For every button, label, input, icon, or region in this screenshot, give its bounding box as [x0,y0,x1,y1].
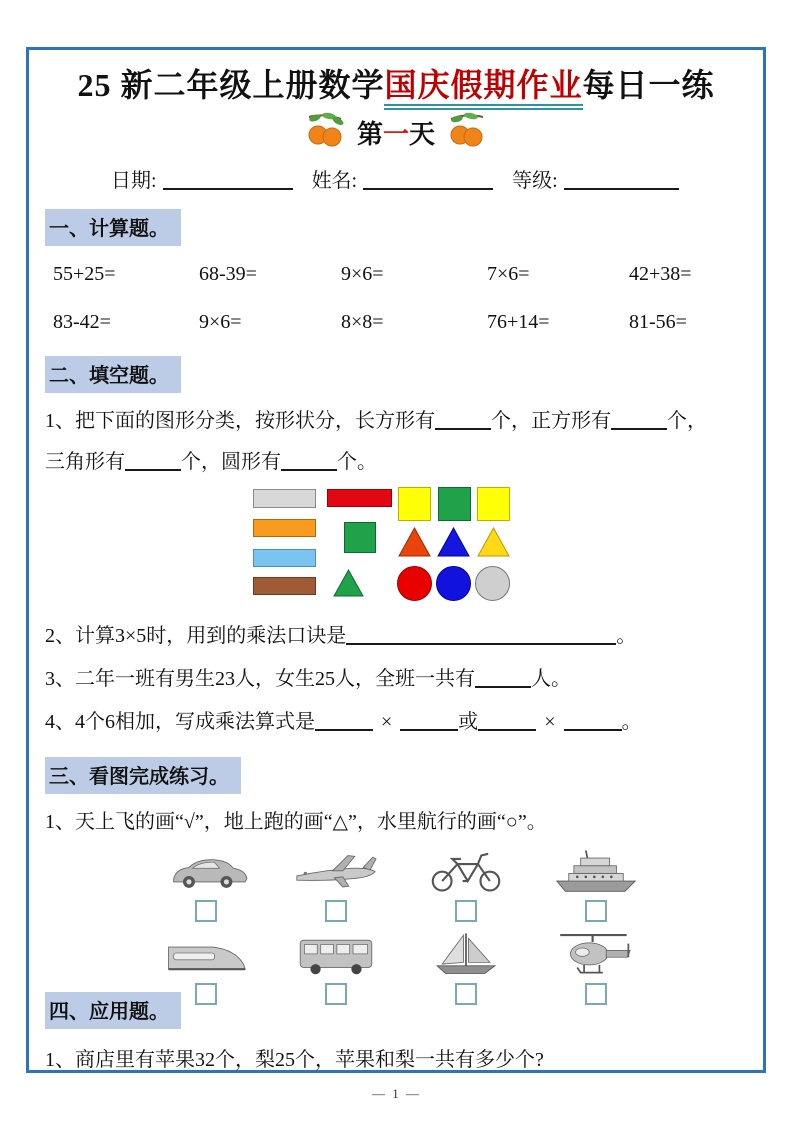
calc-problem: 9×6= [199,311,242,333]
day-pre: 第 [356,120,383,149]
blank-triangles-count[interactable] [125,450,181,471]
q2-4-text: 4、4个6相加，写成乘法算式是 [45,711,315,733]
vehicle-cell-helicopter [531,930,661,1005]
q2-1-text: 1、把下面的图形分类，按形状分，长方形有 [45,410,435,432]
calc-problem: 8×8= [341,311,384,333]
page-number: — 1 — [372,1086,421,1101]
checkbox-cruise-ship[interactable] [585,900,607,922]
vehicle-cell-bicycle [401,847,531,922]
q2-3-text: 3、二年一班有男生23人，女生25人，全班一共有 [45,668,475,690]
shape-rect [438,487,471,521]
q2-1-text: 个， [667,410,707,432]
blank-factor-3[interactable] [478,710,536,731]
section1-heading: 一、计算题。 [45,209,181,246]
shape-circle [475,566,510,601]
shape-circle [397,566,432,601]
checkbox-car[interactable] [195,900,217,922]
blank-multiplication-rhyme[interactable] [346,624,616,645]
worksheet-frame [26,47,766,1073]
checkbox-bicycle[interactable] [455,900,477,922]
multiply-sign: × [381,711,393,733]
vehicle-cell-car [141,847,271,922]
vehicle-cell-sailboat [401,930,531,1005]
q2-3-text: 人。 [531,668,571,690]
q2-1-text: 个，圆形有 [181,451,281,473]
high-speed-train-icon [163,930,249,976]
tangerine-icon [445,111,487,154]
blank-circles-count[interactable] [281,450,337,471]
shape-rect [253,577,316,595]
checkbox-airplane[interactable] [325,900,347,922]
page-title [45,60,747,106]
day-line [45,111,747,154]
blank-squares-count[interactable] [611,409,667,430]
vehicle-cell-bus [271,930,401,1005]
calc-problem: 83-42= [53,311,111,333]
sailboat-icon [423,930,509,976]
calc-row-2 [53,311,747,334]
blank-class-total[interactable] [475,667,531,688]
shape-rect [477,487,510,521]
q2-1-text: 个，正方形有 [491,410,611,432]
title-highlight: 国庆假期作业 [384,67,582,110]
blank-rectangles-count[interactable] [435,409,491,430]
vehicle-grid [141,847,747,1005]
day-text [357,114,435,151]
section2-heading: 二、填空题。 [45,356,181,393]
shape-rect [253,549,316,567]
shape-triangle [477,527,510,557]
checkbox-sailboat[interactable] [455,983,477,1005]
or-text: 或 [458,711,479,733]
question-4-1: 1、商店里有苹果32个，梨25个，苹果和梨一共有多少个? [45,1049,544,1071]
grade-label: 等级: [512,170,558,192]
question-2-4 [45,707,747,737]
shape-rect [253,519,316,537]
vehicle-cell-cruise-ship [531,847,661,922]
info-line [111,164,747,193]
shapes-figure [253,485,515,605]
section4-heading: 四、应用题。 [45,992,181,1029]
q2-2-text: 。 [616,625,637,647]
q2-1-text: 个。 [337,451,377,473]
calc-problem: 81-56= [629,311,687,333]
blank-factor-1[interactable] [315,710,373,731]
name-field[interactable] [363,169,493,190]
calc-problem: 42+38= [629,263,692,285]
multiply-sign: × [544,711,556,733]
checkbox-bus[interactable] [325,983,347,1005]
calc-problem: 76+14= [487,311,550,333]
calc-problem: 7×6= [487,263,530,285]
question-2-2 [45,621,747,651]
checkbox-train[interactable] [195,983,217,1005]
blank-factor-2[interactable] [400,710,458,731]
shape-rect [327,489,392,507]
question-3-1: 1、天上飞的画“√”，地上跑的画“△”，水里航行的画“○”。 [45,811,547,833]
cruise-ship-icon [553,847,639,893]
car-icon [163,847,249,893]
bus-icon [293,930,379,976]
airplane-icon [293,847,379,893]
calc-problem: 68-39= [199,263,257,285]
title-part1: 25 新二年级上册数学 [77,67,385,103]
grade-field[interactable] [564,169,679,190]
q2-2-text: 2、计算3×5时，用到的乘法口诀是 [45,625,347,647]
shape-rect [253,489,316,508]
shape-triangle [398,527,431,557]
title-part3: 每日一练 [582,67,715,103]
helicopter-icon [553,930,639,976]
blank-factor-4[interactable] [564,710,622,731]
question-2-1-line2 [45,447,747,477]
date-field[interactable] [163,169,293,190]
day-number: 一 [382,120,409,149]
checkbox-helicopter[interactable] [585,983,607,1005]
date-label: 日期: [111,170,157,192]
bicycle-icon [423,847,509,893]
tangerine-icon [305,111,347,154]
question-2-1-line1 [45,406,747,436]
shape-circle [436,566,471,601]
shape-rect [344,522,376,553]
q2-4-text: 。 [621,711,642,733]
calc-row-1 [53,263,747,286]
shape-rect [398,487,431,521]
calc-problem: 55+25= [53,263,116,285]
name-label: 姓名: [311,170,358,192]
question-2-3 [45,664,747,694]
calc-problem: 9×6= [341,263,384,285]
section3-heading: 三、看图完成练习。 [45,757,241,794]
day-post: 天 [409,120,436,149]
vehicle-cell-airplane [271,847,401,922]
q2-1-text: 三角形有 [45,451,125,473]
shape-triangle [333,569,364,597]
shape-triangle [437,527,470,557]
